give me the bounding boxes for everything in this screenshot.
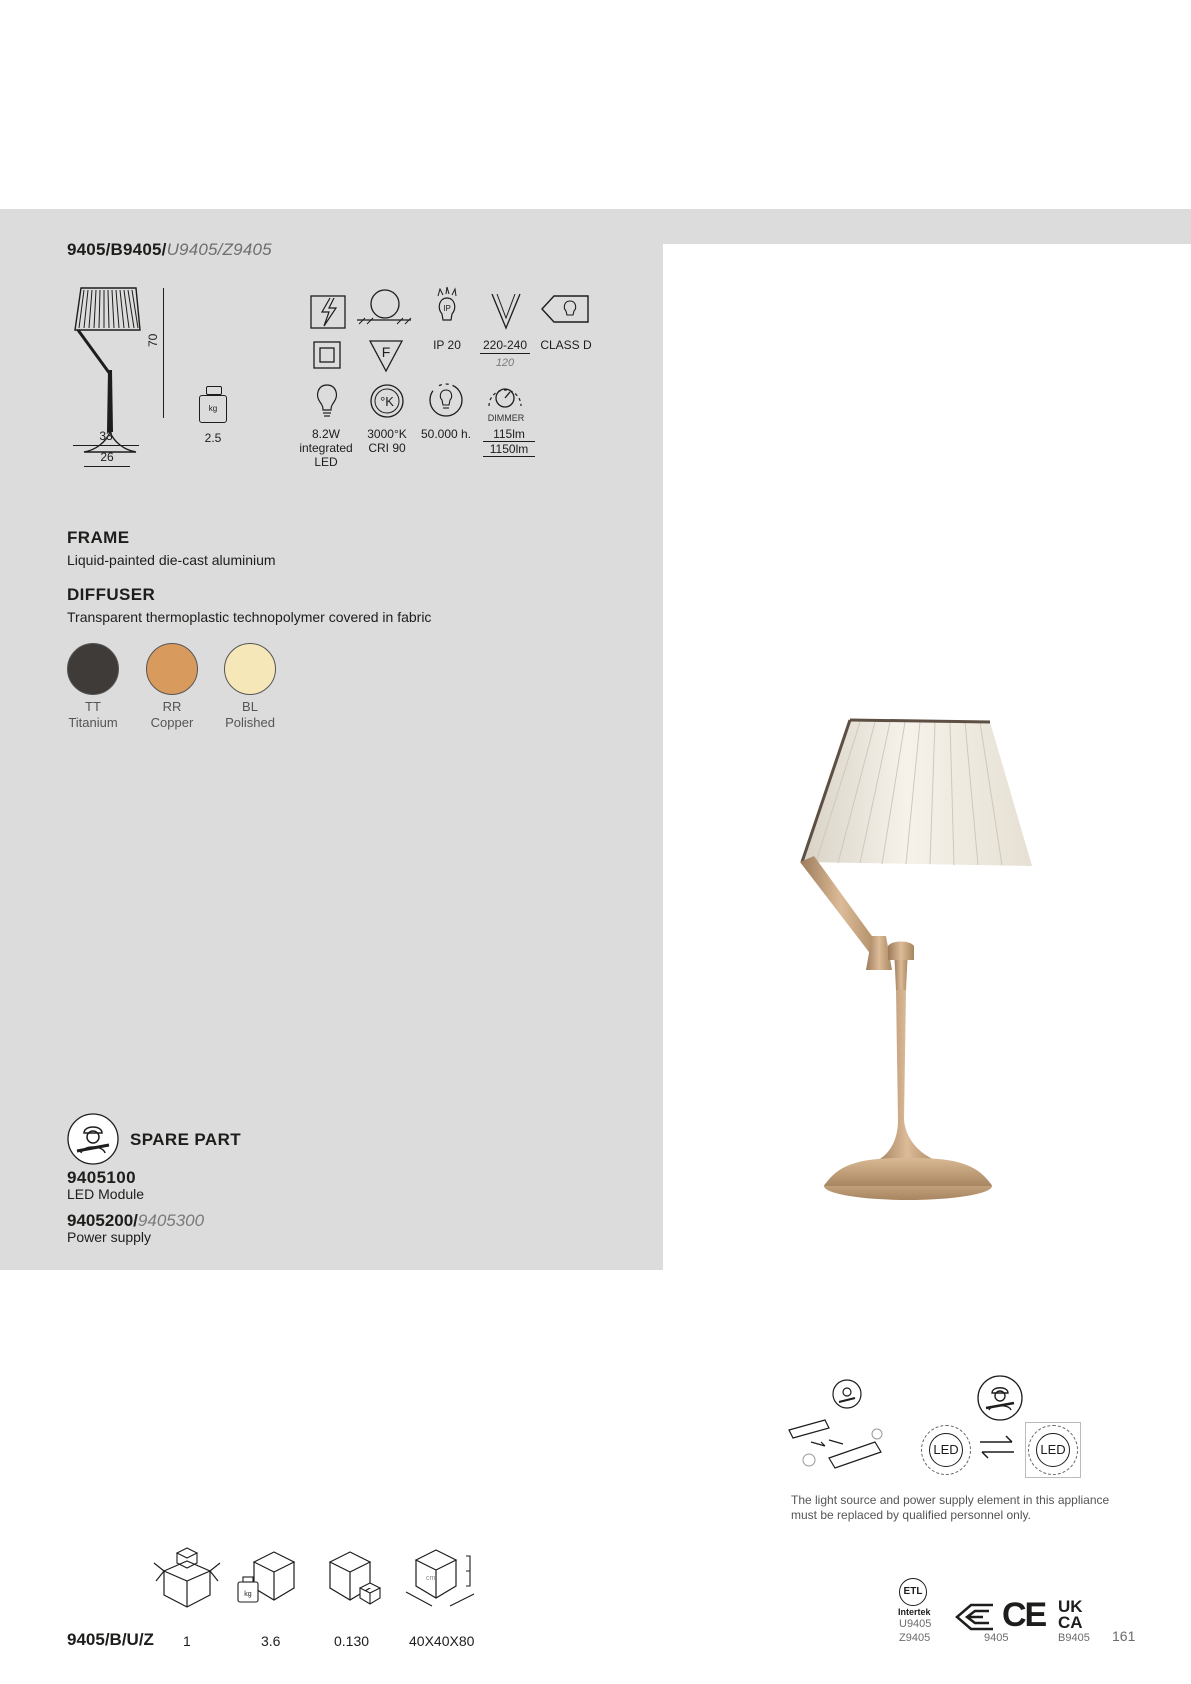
product-code [67,240,272,260]
package-qty: 1 [183,1633,191,1649]
page-number: 161 [1112,1628,1136,1644]
eac-mark-icon [953,1603,995,1631]
finish-name: Polished [225,715,275,730]
lumen-1-value: 115lm [483,427,535,442]
finish-code: TT [85,699,101,714]
ukca-code: B9405 [1058,1632,1090,1644]
replacement-note [791,1493,1111,1523]
product-code-alt: U9405/Z9405 [166,240,272,259]
power-supply-replacement-icon [785,1378,895,1478]
indoor-use-icon [310,295,346,329]
swap-arrows-icon [978,1433,1016,1461]
svg-text:F: F [381,344,391,360]
etl-code-2: Z9405 [899,1632,931,1644]
ukca-line2: CA [1058,1613,1083,1632]
frame-text: Liquid-painted die-cast aluminium [67,552,276,568]
package-volume: 0.130 [334,1633,370,1649]
finish-label-copper [132,699,212,731]
finish-label-titanium [53,699,133,731]
finish-swatch-titanium [67,643,119,695]
eac-code: 9405 [984,1632,1009,1644]
package-size: 40X40X80 [409,1633,475,1649]
package-code: 9405/B/U/Z [67,1630,154,1649]
power-type: LED [314,455,338,469]
led-bulb-icon [314,383,340,419]
voltage-icon [490,292,522,330]
surface-mount-icon [355,288,413,328]
energy-class-value: CLASS D [540,338,592,352]
package-weight-icon [236,1548,298,1606]
lumen-2-value: 1150lm [483,442,535,457]
finish-code: BL [242,699,258,714]
led-label: LED [929,1433,963,1467]
open-box-icon [152,1543,222,1609]
svg-text:IP: IP [443,304,451,313]
etl-mark-icon: ETL [899,1578,927,1606]
spare-part-1-code: 9405100 [67,1168,136,1187]
ukca-mark-icon [1058,1599,1083,1631]
technician-icon-2 [977,1375,1023,1421]
diffuser-title: DIFFUSER [67,585,156,604]
replacement-note-line2: must be replaced by qualified personnel only. [791,1508,1031,1522]
energy-class-icon [540,294,590,324]
spare-part-2-desc: Power supply [67,1229,152,1245]
spare-part-title: SPARE PART [130,1130,242,1149]
voltage-alt-value: 120 [495,357,515,369]
finish-swatch-polished [224,643,276,695]
package-weight-icon-label: kg [244,1591,252,1598]
f-mark-icon [369,339,403,373]
dimmer-icon [484,378,526,412]
cri-value: CRI 90 [368,441,406,455]
package-weight: 3.6 [261,1633,281,1649]
lamp-product-image [780,700,1060,1220]
spare-part-2-code-main: 9405200/ [67,1211,138,1230]
package-size-icon [402,1546,486,1616]
spare-part-2-code [67,1211,204,1231]
width-bottom-value: 26 [84,450,130,467]
dimmer-label: DIMMER [487,413,525,423]
finish-name: Copper [150,715,194,730]
technician-icon [67,1113,119,1165]
finish-swatch-copper [146,643,198,695]
frame-title: FRAME [67,528,130,547]
etl-brand: Intertek [898,1607,931,1617]
power-source: integrated [299,441,353,455]
height-value: 70 [146,333,160,347]
voltage-value: 220-240 [480,338,530,354]
header-strip [663,209,1191,244]
weight-icon-label: kg [199,395,227,423]
svg-text:°K: °K [380,394,394,409]
ukca-line1: UK [1058,1597,1083,1616]
color-spec [360,427,414,455]
replacement-note-line1: The light source and power supply element in this appliance [791,1493,1110,1507]
weight-value: 2.5 [204,431,222,445]
led-module-icon-2 [1025,1422,1081,1478]
finish-name: Titanium [68,715,118,730]
package-size-icon-label: cm [426,1575,436,1582]
lifetime-value: 50.000 h. [420,427,472,441]
ip-rating: IP 20 [433,338,461,352]
width-top-value: 33 [73,429,139,446]
etl-code-1: U9405 [899,1618,932,1630]
spare-part-2-code-alt: 9405300 [137,1211,205,1230]
ce-mark-icon: CE [1002,1596,1046,1634]
led-label: LED [1036,1433,1070,1467]
color-temperature-icon [369,383,405,419]
product-code-main: 9405/B9405/ [67,240,167,259]
power-value: 8.2W [311,427,340,441]
lifetime-icon [427,380,465,420]
double-insulation-icon [313,341,341,369]
led-module-icon-1 [921,1425,971,1475]
spare-part-1-desc: LED Module [67,1186,145,1202]
diffuser-text: Transparent thermoplastic technopolymer covered in fabric [67,609,432,625]
finish-code: RR [162,699,182,714]
color-temp-value: 3000°K [367,427,407,441]
package-volume-icon [326,1548,382,1606]
ip-protection-icon [432,286,462,326]
weight-icon [199,386,227,426]
finish-label-polished [210,699,290,731]
power-spec [296,427,356,469]
height-line [163,288,164,418]
